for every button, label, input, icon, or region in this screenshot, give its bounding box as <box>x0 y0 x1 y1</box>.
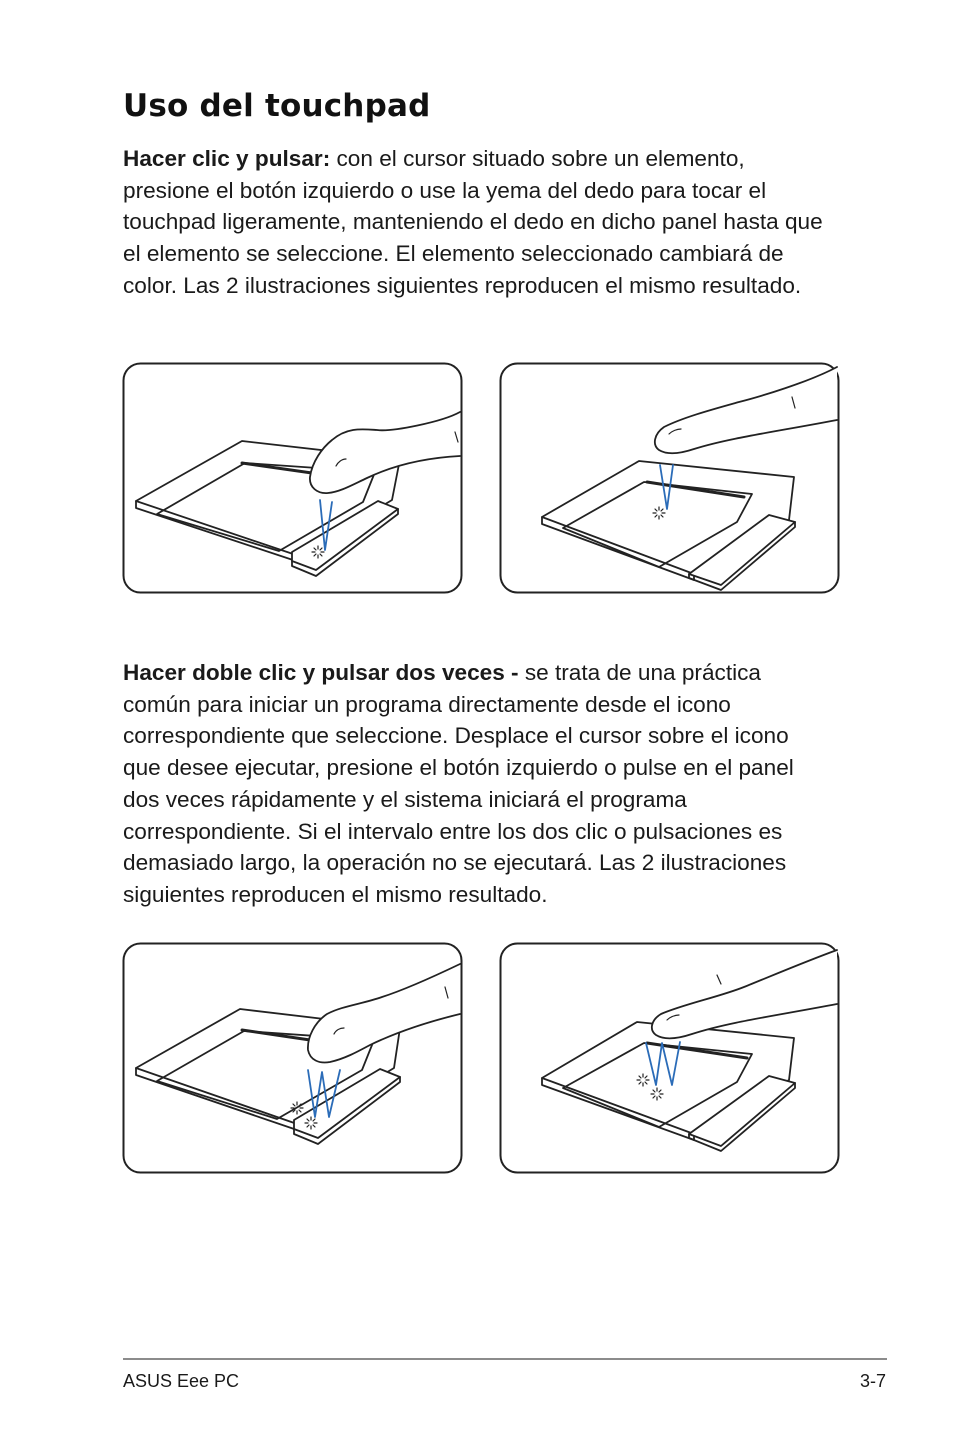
paragraph-double-click <box>123 657 828 911</box>
finger <box>652 950 837 1038</box>
text-double-click: se trata de una práctica común para iniciar un programa directamente desde el icono correspondiente que seleccione. Desplace el cursor sobre el icono que desee ejecutar, presione el botón izquierdo o pulse en el panel dos veces rápidamente y el sistema iniciará el programa correspondiente. Si el intervalo entre los dos clic o pulsaciones es demasiado largo, la operación no se ejecutará. Las 2 ilustraciones siguientes reproducen el mismo resultado. <box>123 660 794 907</box>
page-title: Uso del touchpad <box>123 88 431 124</box>
footer-divider <box>123 1358 887 1360</box>
footer-page-number: 3-7 <box>859 1371 886 1391</box>
footer-product: ASUS Eee PC <box>123 1371 240 1391</box>
illustration-tap-touchpad <box>499 362 840 594</box>
text-click: con el cursor situado sobre un elemento, presione el botón izquierdo o use la yema del dedo para tocar el touchpad ligeramente, manteniendo el dedo en dicho panel hasta que el elemento se seleccione. El elemento seleccionado cambiará de color. Las 2 ilustraciones siguientes reproducen el mismo resultado. <box>123 146 823 298</box>
term-double-click: Hacer doble clic y pulsar dos veces - <box>123 660 519 685</box>
illustration-double-tap-touchpad <box>499 942 840 1174</box>
term-click: Hacer clic y pulsar: <box>123 146 331 171</box>
illustration-double-click-button <box>122 942 463 1174</box>
paragraph-click <box>123 143 828 302</box>
finger <box>655 367 837 453</box>
illustration-click-button <box>122 362 463 594</box>
